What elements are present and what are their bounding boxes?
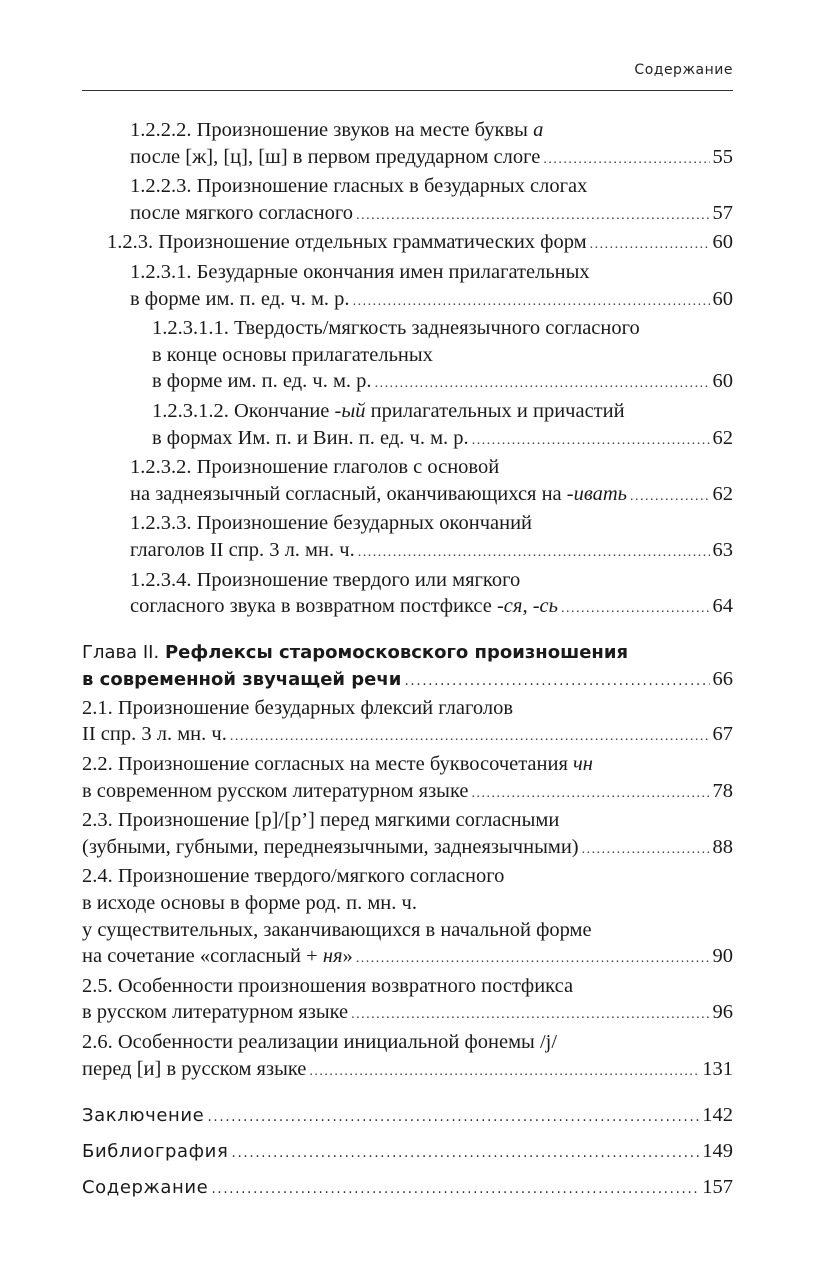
page-number: 60 [712, 231, 733, 254]
toc-entry-text: 2.1. Произношение безударных флексий глаголов [82, 696, 514, 719]
toc-entry-text: II спр. 3 л. мн. ч. [82, 723, 227, 746]
toc-entry-text: 2.2. Произношение согласных на месте буквосочетания чн [82, 753, 593, 776]
toc-entry-text: в форме им. п. ед. ч. м. р. [152, 370, 372, 393]
leader-dots [543, 147, 709, 174]
chapter-heading: Глава II. Рефлексы старомосковского произношения [82, 641, 629, 663]
page-number: 64 [712, 595, 733, 618]
header-rule [82, 90, 733, 91]
leader-dots [231, 1139, 699, 1167]
toc-entry-2-6[interactable] [82, 1029, 733, 1085]
leader-dots [590, 232, 710, 259]
toc-entry-text: (зубными, губными, переднеязычными, заднеязычными) [82, 835, 579, 858]
leader-dots [404, 668, 709, 695]
toc-entry-2-5[interactable] [82, 973, 733, 1029]
toc-entry-text: в современном русском литературном языке [82, 779, 469, 802]
toc-entry-2-4[interactable] [82, 863, 733, 972]
toc-entry-text: в русском литературном языке [82, 1001, 349, 1024]
leader-dots [472, 428, 710, 455]
toc-entry-text: 2.3. Произношение [р]/[р’] перед мягкими согласными [82, 809, 560, 832]
toc-entry-text: 2.5. Особенности произношения возвратного постфикса [82, 974, 574, 997]
page-number: 157 [702, 1176, 733, 1199]
toc-entry-1-2-3-1-2[interactable] [82, 398, 733, 454]
toc-entry-text: 2.6. Особенности реализации инициальной фонемы /j/ [82, 1031, 558, 1053]
toc-entry-text: в конце основы прилагательных [152, 343, 433, 366]
toc-entry-text: 2.4. Произношение твердого/мягкого согласного [82, 865, 505, 888]
leader-dots [375, 371, 710, 398]
page-number: 149 [702, 1140, 733, 1163]
leader-dots [309, 1059, 699, 1086]
toc-entry-text: 1.2.3.4. Произношение твердого или мягкого [130, 568, 521, 591]
toc-entry-1-2-2-2[interactable] [82, 117, 733, 173]
chapter-heading: в современной звучащей речи [82, 669, 402, 691]
leader-dots [230, 724, 710, 751]
toc-entry-1-2-3-1-1[interactable] [82, 315, 733, 398]
leader-dots [472, 781, 710, 808]
leader-dots [353, 289, 710, 316]
toc-chapter-2[interactable] [82, 640, 733, 695]
toc-entry-text: на заднеязычный согласный, оканчивающихся на -ивать [130, 482, 628, 505]
toc-entry-text: согласного звука в возвратном постфиксе -ся, -сь [130, 595, 558, 618]
page-number: 67 [712, 723, 733, 746]
toc-entry-1-2-3-1[interactable] [82, 259, 733, 315]
leader-dots [358, 540, 710, 567]
toc-entry-text: после [ж], [ц], [ш] в первом предударном слоге [130, 145, 541, 168]
toc-entry-1-2-3-4[interactable] [82, 567, 733, 623]
toc-entry-text: Содержание [82, 1177, 209, 1199]
toc-entry-1-2-3-3[interactable] [82, 510, 733, 566]
leader-dots [207, 1103, 699, 1131]
toc-entry-text: перед [и] в русском языке [82, 1057, 307, 1080]
toc-conclusion[interactable] [82, 1101, 733, 1131]
toc-entry-1-2-3-2[interactable] [82, 454, 733, 510]
toc-entry-text: 1.2.2.3. Произношение гласных в безударных слогах [130, 175, 588, 198]
page-number: 96 [712, 1001, 733, 1024]
leader-dots [211, 1175, 699, 1203]
toc-entry-1-2-3[interactable] [82, 229, 733, 259]
leader-dots [630, 484, 709, 511]
toc-entry-text: в формах Им. п. и Вин. п. ед. ч. м. р. [152, 426, 469, 449]
running-head: Содержание [634, 62, 733, 78]
toc-bibliography[interactable] [82, 1137, 733, 1167]
table-of-contents [82, 117, 733, 1209]
toc-entry-text: у существительных, заканчивающихся в начальной форме [82, 918, 592, 941]
toc-entry-text: 1.2.3.1. Безударные окончания имен прилагательных [130, 260, 590, 283]
leader-dots [561, 596, 710, 623]
leader-dots [582, 837, 710, 864]
page-number: 55 [712, 145, 733, 168]
page-number: 66 [712, 668, 733, 691]
toc-entry-text: на сочетание «согласный + ня» [82, 945, 353, 968]
toc-entry-text: 1.2.3.3. Произношение безударных окончаний [130, 512, 533, 535]
page-number: 62 [712, 482, 733, 505]
toc-entry-text: Заключение [82, 1105, 205, 1127]
toc-entry-2-2[interactable] [82, 751, 733, 807]
leader-dots [351, 1002, 709, 1029]
page-number: 78 [712, 779, 733, 802]
toc-entry-text: Библиография [82, 1141, 229, 1163]
page-number: 131 [702, 1057, 733, 1080]
toc-entry-2-1[interactable] [82, 695, 733, 751]
page-number: 57 [712, 201, 733, 224]
toc-entry-text: в исходе основы в форме род. п. мн. ч. [82, 892, 417, 915]
toc-entry-text: 1.2.3.1.1. Твердость/мягкость заднеязычного согласного [152, 317, 640, 340]
toc-entry-text: 1.2.3. Произношение отдельных грамматических форм [107, 231, 587, 254]
leader-dots [356, 946, 710, 973]
toc-entry-1-2-2-3[interactable] [82, 173, 733, 229]
page-number: 88 [712, 835, 733, 858]
page-number: 63 [712, 538, 733, 561]
toc-entry-text: после мягкого согласного [130, 201, 354, 224]
toc-entry-2-3[interactable] [82, 807, 733, 863]
toc-entry-text: 1.2.3.2. Произношение глаголов с основой [130, 456, 500, 479]
toc-entry-text: 1.2.2.2. Произношение звуков на месте буквы а [130, 119, 544, 141]
leader-dots [356, 203, 709, 230]
toc-entry-text: глаголов II спр. 3 л. мн. ч. [130, 538, 355, 561]
toc-contents[interactable] [82, 1173, 733, 1203]
toc-entry-text: 1.2.3.1.2. Окончание -ый прилагательных и причастий [152, 399, 625, 422]
page-number: 60 [712, 287, 733, 310]
page-number: 60 [712, 370, 733, 393]
toc-entry-text: в форме им. п. ед. ч. м. р. [130, 287, 350, 310]
page-number: 62 [712, 426, 733, 449]
page-number: 142 [702, 1104, 733, 1127]
page-number: 90 [712, 945, 733, 968]
